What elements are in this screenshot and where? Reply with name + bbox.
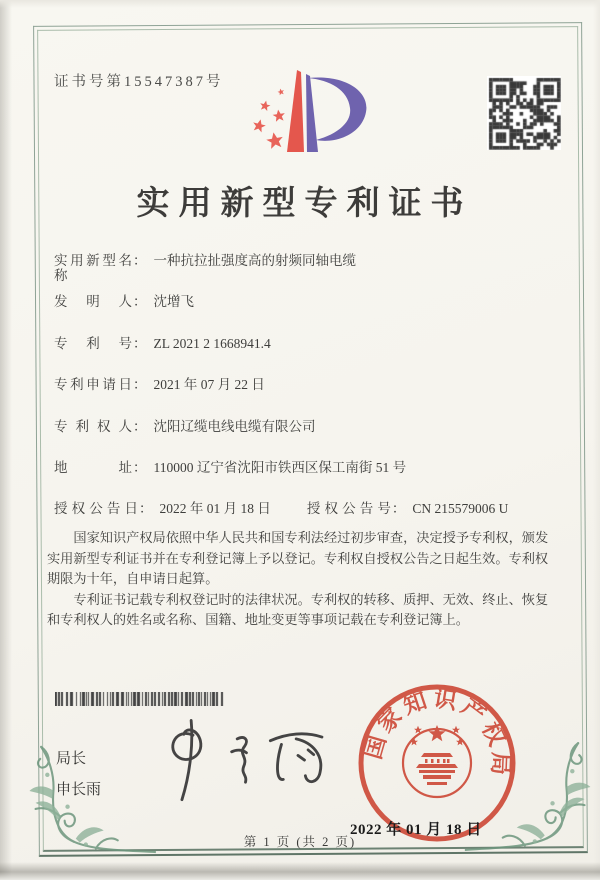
field-value: 110000 辽宁省沈阳市铁西区保工南街 51 号 [153,459,407,475]
field-application-date [54,377,564,418]
signer-title: 局长 [56,751,87,767]
certificate-title: 实用新型专利证书 [136,186,473,222]
field-utility-model-name [54,253,564,294]
field-value: ZL 2021 2 1668941.4 [153,335,271,351]
qr-code [487,76,561,150]
colon: ： [139,501,153,517]
signer-block [56,744,101,806]
legal-paragraph: 国家知识产权局依照中华人民共和国专利法经过初步审查，决定授予专利权，颁发实用新型专利证书并在专利登记簿上予以登记。专利权自授权公告之日起生效。专利权期限为十年，自申请日起算。 [47,530,549,587]
field-label: 授权公告号 [306,501,391,517]
field-inventor [54,294,564,335]
field-patent-number [54,336,564,377]
legal-paragraph: 专利证书记载专利权登记时的法律状况。专利权的转移、质押、无效、终止、恢复和专利权人的姓名或名称、国籍、地址变更等事项记载在专利登记簿上。 [47,591,549,628]
colon: ： [133,418,147,434]
paper-edge-shadow-left [0,0,12,880]
colon: ： [133,459,147,475]
certificate-number: 证书号第15547387号 [54,74,224,90]
paper-edge-shadow-bottom [0,862,600,880]
field-label: 专利申请日 [54,377,132,393]
colon: ： [133,377,147,393]
colon: ： [133,294,147,310]
field-value: 2021 年 07 月 22 日 [153,377,265,393]
field-value: 2022 年 01 月 18 日 [159,501,271,517]
field-value: 沈阳辽缆电线电缆有限公司 [153,418,316,434]
seal-ring-text: 国家知识产权局 [360,685,514,780]
national-emblem-icon [403,725,471,797]
signature-handwriting-icon [158,712,333,810]
field-label: 专利权人 [54,418,132,434]
colon: ： [133,253,147,268]
field-label: 实用新型名称 [54,253,132,283]
cnipa-patent-logo-icon [228,64,383,166]
certificate-fields [54,253,564,543]
field-label: 授权公告日 [54,501,138,517]
field-label: 地址 [54,459,132,475]
page-number-footer: 第 1 页 (共 2 页) [243,835,357,849]
field-label: 发明人 [54,294,132,310]
paper-edge-shadow-right [593,0,600,880]
paper-edge-shadow-top [0,0,600,8]
colon: ： [391,501,406,517]
colon: ： [133,335,147,351]
field-value: CN 215579006 U [412,501,509,517]
field-label: 专利号 [54,335,132,351]
field-value: 一种抗拉扯强度高的射频同轴电缆 [153,253,356,268]
field-patentee [54,419,564,460]
barcode [55,692,225,706]
signer-name: 申长雨 [56,782,102,798]
field-value: 沈增飞 [153,294,194,310]
seal-date: 2022 年 01 月 18 日 [350,822,482,838]
field-address [54,460,564,501]
legal-text [47,528,555,631]
